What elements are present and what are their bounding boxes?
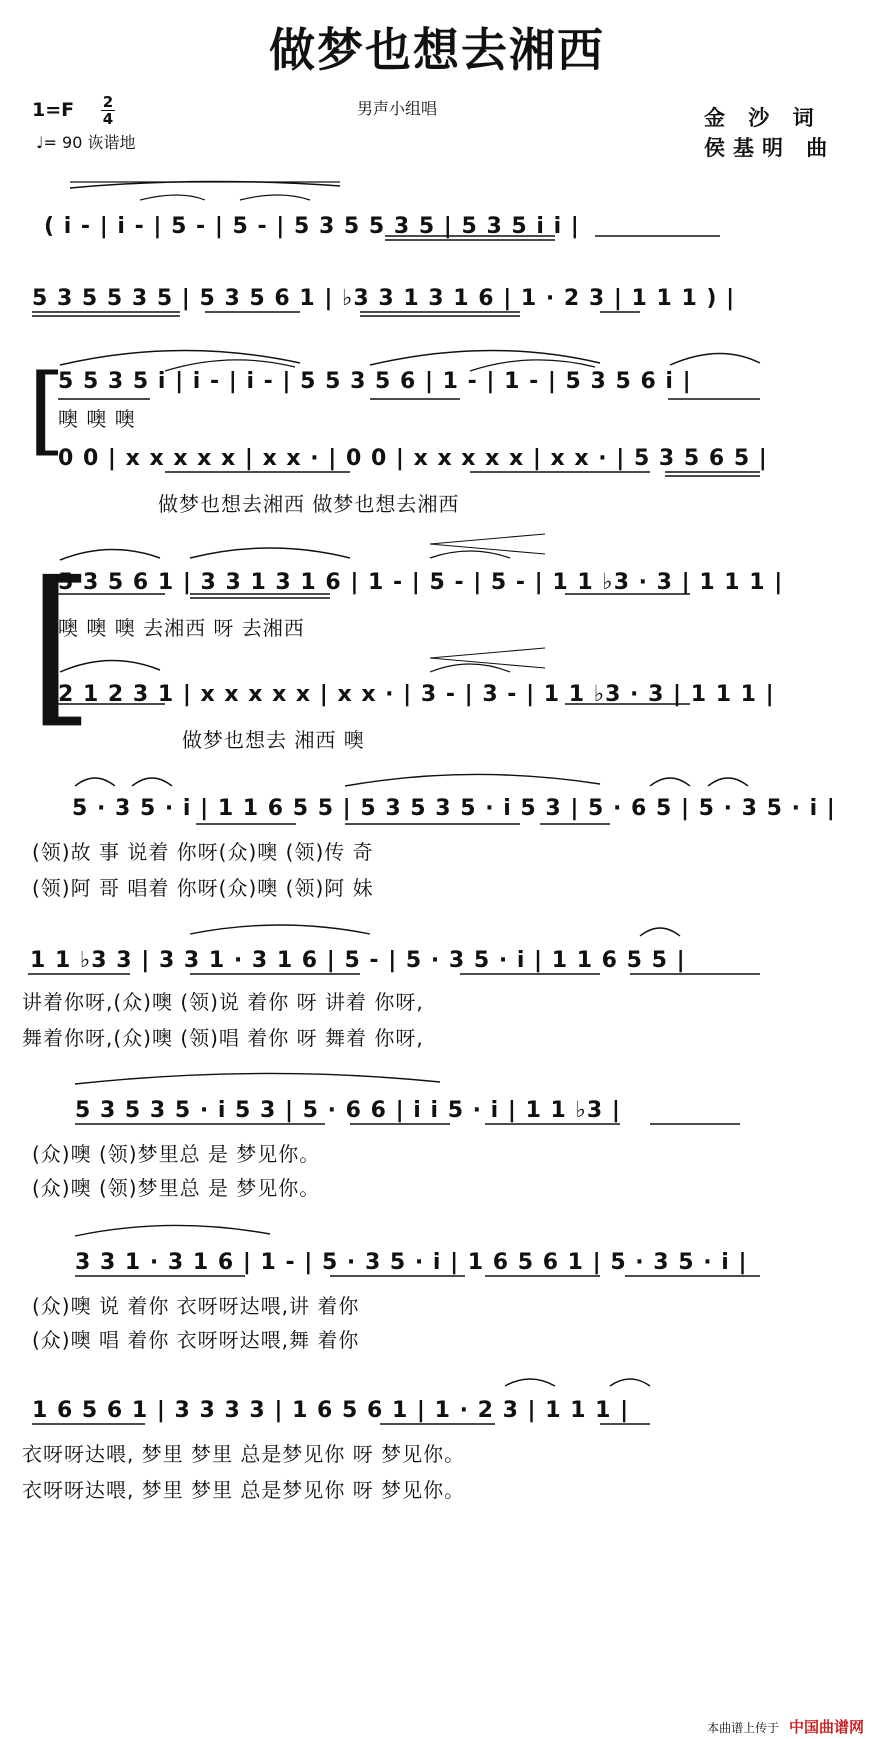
row-8-lyric-1: 讲着你呀,(众)噢 (领)说 着你 呀 讲着 你呀, bbox=[22, 990, 424, 1014]
meter-denominator: 4 bbox=[102, 110, 114, 128]
staff-row-3 bbox=[0, 345, 874, 431]
row-7-lyric-2: (领)阿 哥 唱着 你呀(众)噢 (领)阿 妹 bbox=[32, 876, 374, 900]
staff-row-10 bbox=[0, 1222, 874, 1352]
staff-row-2 bbox=[0, 272, 874, 332]
row-5-notes: 5 3 5 6 1 | 3 3 1 3 1 6 | 1 - | 5 - | 5 - | 1 1 ♭3 · 3 | 1 1 1 | bbox=[58, 570, 784, 595]
row-10-notes: 3 3 1 · 3 1 6 | 1 - | 5 · 3 5 · i | 1 6 5 6 1 | 5 · 3 5 · i | bbox=[75, 1250, 748, 1275]
row-7-notes: 5 · 3 5 · i | 1 1 6 5 5 | 5 3 5 3 5 · i 5 3 | 5 · 6 5 | 5 · 3 5 · i | bbox=[72, 796, 836, 821]
row-7-lyric-1: (领)故 事 说着 你呀(众)噢 (领)传 奇 bbox=[32, 840, 374, 864]
staff-row-4 bbox=[0, 440, 874, 516]
row-1-notes: ( i - | i - | 5 - | 5 - | 5 3 5 5 3 5 | 5 3 5 i i | bbox=[44, 214, 580, 239]
row-6-notes: 2 1 2 3 1 | x x x x x | x x · | 3 - | 3 - | 1 1 ♭3 · 3 | 1 1 1 | bbox=[58, 682, 775, 707]
row-2-notes: 5 3 5 5 3 5 | 5 3 5 6 1 | ♭3 3 1 3 1 6 | 1 · 2 3 | 1 1 1 ) | bbox=[32, 286, 736, 311]
row-4-notes: 0 0 | x x x x x | x x · | 0 0 | x x x x x | x x · | 5 3 5 6 5 | bbox=[58, 446, 768, 471]
row-9-notes: 5 3 5 3 5 · i 5 3 | 5 · 6 6 | i i 5 · i | 1 1 ♭3 | bbox=[75, 1098, 621, 1123]
staff-row-7 bbox=[0, 770, 874, 900]
staff-row-8 bbox=[0, 920, 874, 1050]
row-8-notes: 1 1 ♭3 3 | 3 3 1 · 3 1 6 | 5 - | 5 · 3 5 · i | 1 1 6 5 5 | bbox=[30, 948, 686, 973]
key-signature: 1=F bbox=[32, 99, 75, 121]
system-brace-2: [ bbox=[28, 546, 95, 744]
row-11-lyric-2: 衣呀呀达喂, 梦里 梦里 总是梦见你 呀 梦见你。 bbox=[22, 1478, 466, 1502]
row-5-lyric: 噢 噢 噢 去湘西 呀 去湘西 bbox=[58, 616, 305, 640]
staff-row-6 bbox=[0, 650, 874, 752]
site-logo[interactable]: 中国曲谱网 bbox=[788, 1718, 864, 1736]
meter-numerator: 2 bbox=[102, 93, 114, 111]
composer-credit: 侯基明 曲 bbox=[704, 136, 836, 160]
staff-row-1 bbox=[0, 180, 874, 240]
row-11-notes: 1 6 5 6 1 | 3 3 3 3 | 1 6 5 6 1 | 1 · 2 3 | 1 1 1 | bbox=[32, 1398, 630, 1423]
song-title: 做梦也想去湘西 bbox=[269, 23, 605, 77]
row-3-notes: 5 5 3 5 i | i - | i - | 5 5 3 5 6 | 1 - | 1 - | 5 3 5 6 i | bbox=[58, 369, 692, 394]
row-4-lyric: 做梦也想去湘西 做梦也想去湘西 bbox=[158, 492, 460, 516]
row-10-lyric-2: (众)噢 唱 着你 衣呀呀达喂,舞 着你 bbox=[32, 1328, 360, 1352]
row-9-lyric-2: (众)噢 (领)梦里总 是 梦见你。 bbox=[32, 1176, 321, 1200]
row-3-lyric: 噢 噢 噢 bbox=[58, 407, 136, 431]
staff-row-9 bbox=[0, 1070, 874, 1200]
row-11-lyric-1: 衣呀呀达喂, 梦里 梦里 总是梦见你 呀 梦见你。 bbox=[22, 1442, 466, 1466]
key-and-meter bbox=[32, 94, 115, 127]
row-6-lyric: 做梦也想去 湘西 噢 bbox=[182, 728, 365, 752]
footer-source bbox=[707, 1716, 864, 1737]
footer-text: 本曲谱上传于 bbox=[707, 1721, 780, 1735]
row-10-lyric-1: (众)噢 说 着你 衣呀呀达喂,讲 着你 bbox=[32, 1294, 360, 1318]
system-brace-1: [ bbox=[28, 354, 66, 466]
staff-row-11 bbox=[0, 1370, 874, 1502]
row-9-lyric-1: (众)噢 (领)梦里总 是 梦见你。 bbox=[32, 1142, 321, 1166]
tempo-marking: ♩= 90 诙谐地 bbox=[36, 133, 136, 152]
lyricist-credit: 金 沙 词 bbox=[704, 106, 822, 130]
staff-row-5 bbox=[0, 540, 874, 640]
row-8-lyric-2: 舞着你呀,(众)噢 (领)唱 着你 呀 舞着 你呀, bbox=[22, 1026, 424, 1050]
performance-note: 男声小组唱 bbox=[357, 99, 438, 118]
time-signature bbox=[101, 94, 115, 127]
